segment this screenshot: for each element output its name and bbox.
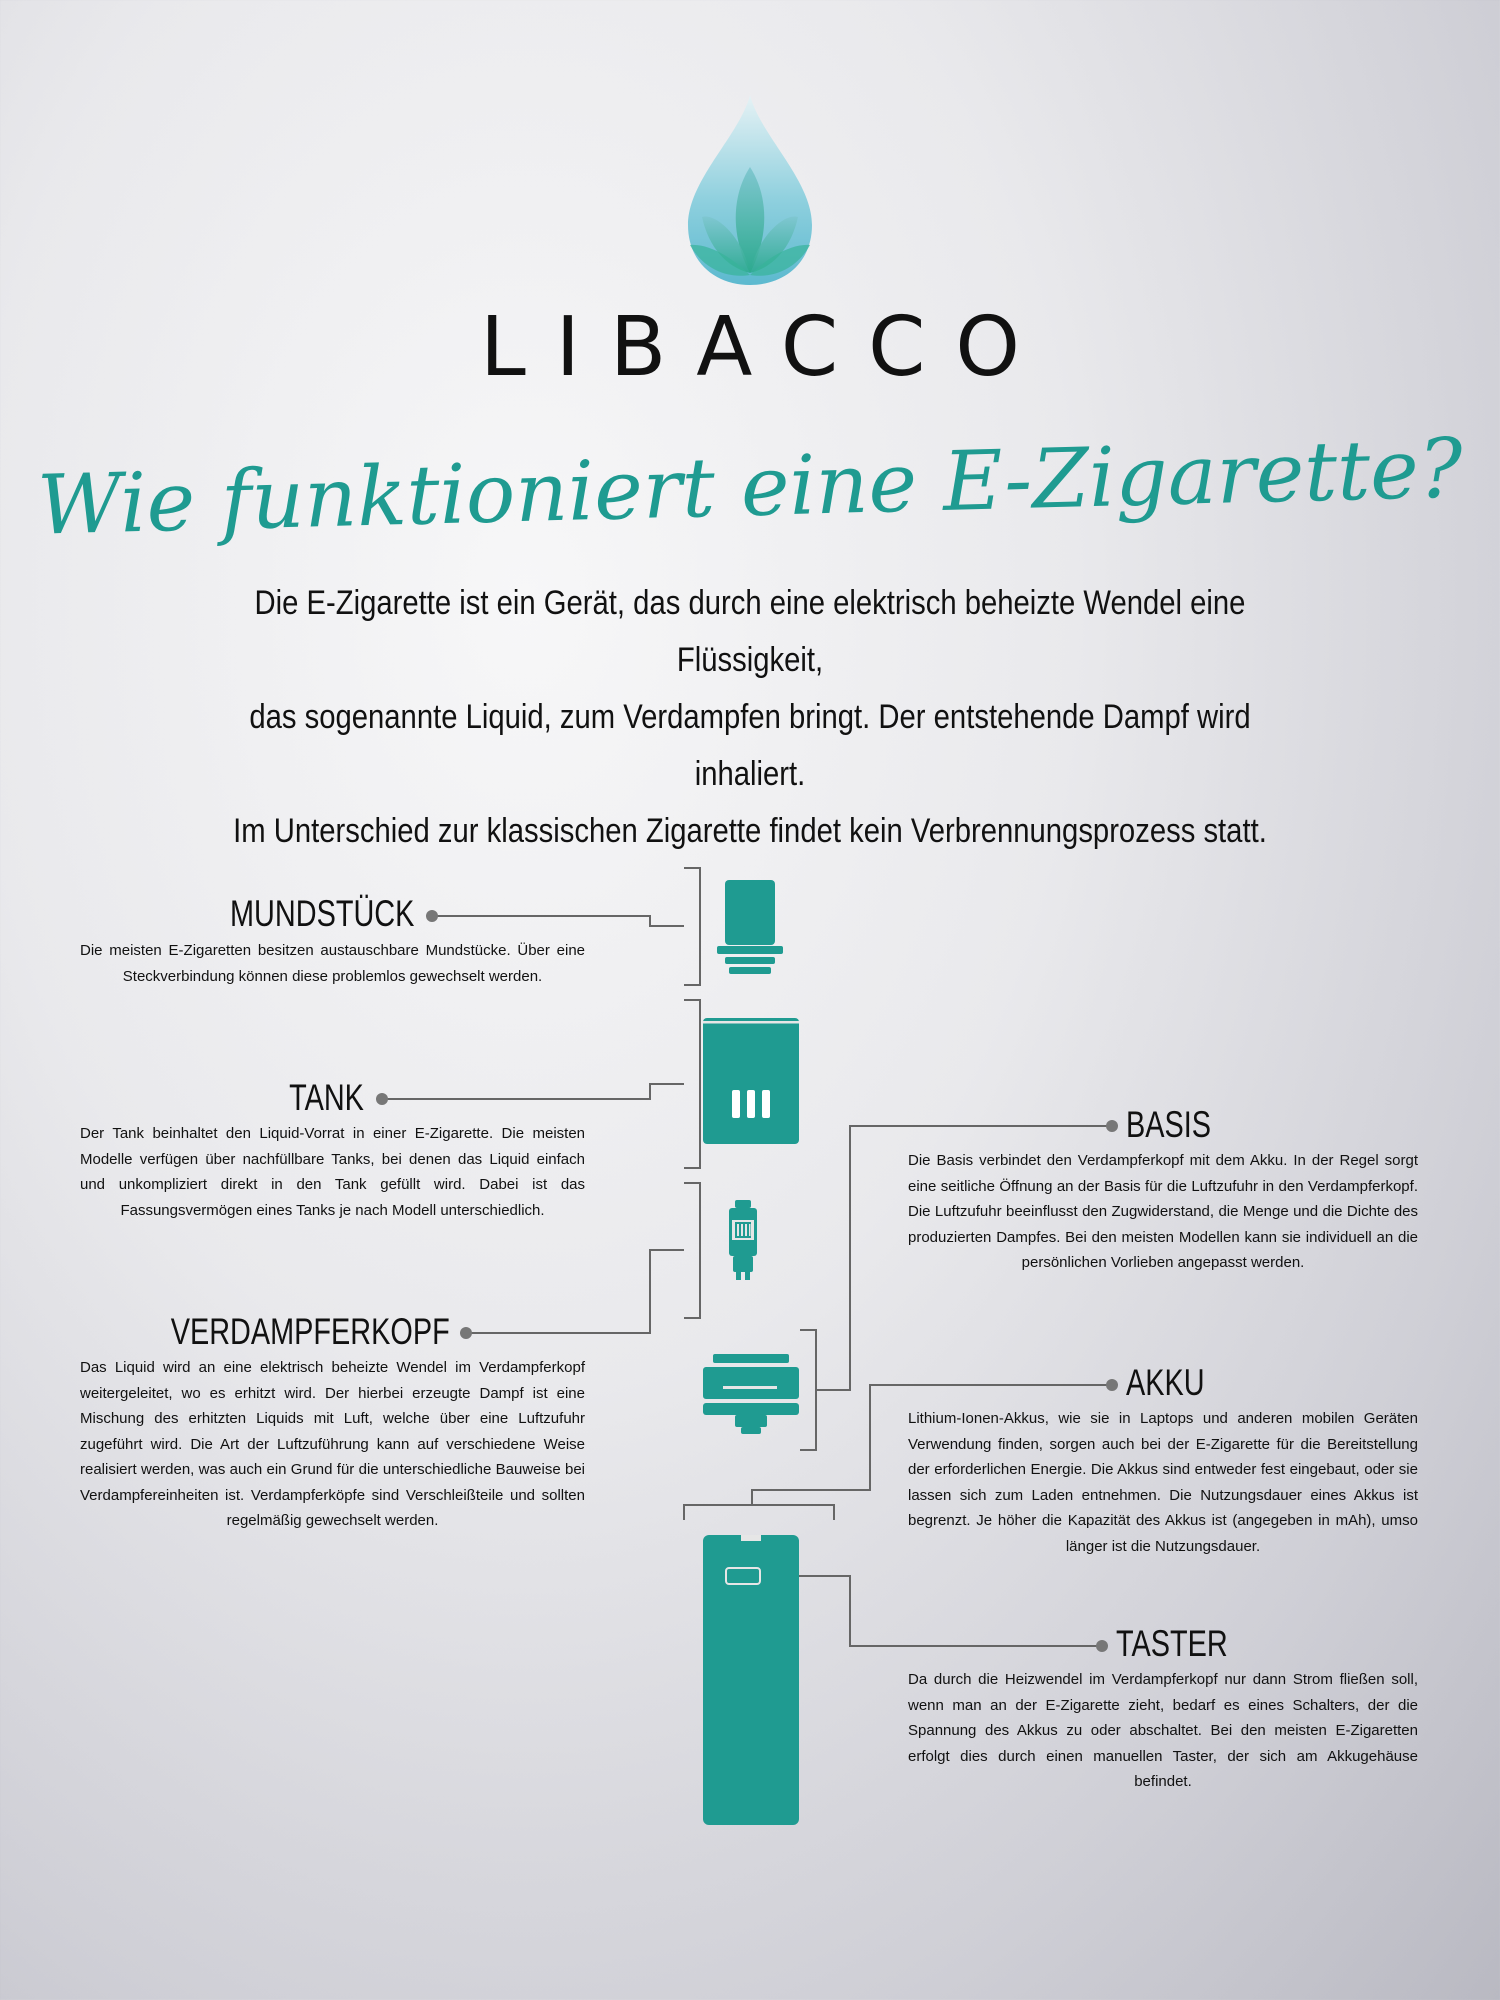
intro-line: das sogenannte Liquid, zum Verdampfen bringt. Der entstehende Dampf wird inhaliert. — [249, 698, 1251, 793]
bracket-basis — [800, 1330, 816, 1450]
bracket-verdampferkopf — [684, 1183, 700, 1318]
dot-basis — [1106, 1120, 1118, 1132]
label-akku-text: Lithium-Ionen-Akkus, wie sie in Laptops und anderen mobilen Geräten Verwendung finden, sorgen auch bei der E-Zigarette für die Bereitstellung der erforderlichen Energie. Die Akkus sind entweder fest eingebaut, oder sie lassen sich zum Laden entnehmen. Die Nutzungsdauer eines Akkus ist begrenzt. Je höher die Kapazität des Akkus ist (angegeben in mAh), umso länger ist die Nutzungsdauer. — [908, 1410, 1418, 1555]
tank-icon — [703, 1018, 799, 1144]
mouthpiece-icon — [717, 880, 783, 974]
label-basis-text: Die Basis verbindet den Verdampferkopf mit dem Akku. In der Regel sorgt eine seitliche Öffnung an der Basis für die Luftzufuhr in den Verdampferkopf. Die Luftzufuhr beeinflusst den Zugwiderstand, die Menge und die Dichte des produzierten Dampfes. Bei den meisten Modellen kann sie individuell an die persönlichen Vorlieben angepasst werden. — [908, 1152, 1418, 1271]
dot-akku — [1106, 1379, 1118, 1391]
label-basis-title: BASIS — [1126, 1104, 1212, 1145]
dot-tank — [376, 1093, 388, 1105]
label-verdampferkopf-text: Das Liquid wird an eine elektrisch beheizte Wendel im Verdampferkopf weitergeleitet, wo es erhitzt wird. Der hierbei erzeugte Dampf ist eine Mischung des erhitzten Liquids mit Luft, welche über eine Luftzufuhr zugeführt wird. Die Art der Luftzuführung kann auf verschiedene Weise realisiert werden, was auch ein Grund für die unterschiedliche Bauweise bei Verdampfereinheiten ist. Verdampferköpfe sind Verschleißteile und sollten regelmäßig gewechselt werden. — [80, 1359, 585, 1529]
brand-name: LIBACCO — [480, 300, 1050, 395]
label-akku-title: AKKU — [1126, 1362, 1205, 1403]
leader-taster — [760, 1576, 1102, 1646]
dot-mundstueck — [426, 910, 438, 922]
dot-verdampferkopf — [460, 1327, 472, 1339]
leader-verdampferkopf — [466, 1250, 684, 1333]
leader-mundstueck — [432, 916, 684, 926]
leader-tank — [382, 1084, 684, 1099]
base-icon — [703, 1354, 799, 1434]
label-verdampferkopf-title: VERDAMPFERKOPF — [170, 1311, 450, 1352]
atomizer-head-icon — [729, 1200, 757, 1280]
intro-line: Im Unterschied zur klassischen Zigarette findet kein Verbrennungsprozess statt. — [233, 812, 1267, 850]
page-title: Wie funktioniert eine E-Zigarette? — [36, 421, 1464, 554]
bracket-akku — [684, 1505, 834, 1520]
bracket-mundstueck — [684, 868, 700, 985]
label-taster-text: Da durch die Heizwendel im Verdampferkopf nur dann Strom fließen soll, wenn man an der E-Zigarette zieht, bedarf es eines Schalters, der die Spannung des Akkus zu oder abschaltet. Bei den meisten E-Zigaretten erfolgt dies durch einen manuellen Taster, der sich am Akkugehäuse befindet. — [908, 1671, 1418, 1790]
label-mundstueck-text: Die meisten E-Zigaretten besitzen austauschbare Mundstücke. Über eine Steckverbindung können diese problemlos gewechselt werden. — [80, 942, 585, 985]
label-tank-text: Der Tank beinhaltet den Liquid-Vorrat in einer E-Zigarette. Die meisten Modelle verfügen über nachfüllbare Tanks, bei denen das Liquid einfach und unkompliziert direkt in den Tank gefüllt wird. Dabei ist das Fassungsvermögen eines Tanks je nach Modell unterschiedlich. — [80, 1125, 585, 1219]
label-tank-title: TANK — [289, 1077, 364, 1118]
label-taster-title: TASTER — [1116, 1623, 1228, 1664]
dot-taster — [1096, 1640, 1108, 1652]
intro-line: Die E-Zigarette ist ein Gerät, das durch eine elektrisch beheizte Wendel eine Flüssigkeit, — [254, 584, 1246, 679]
battery-icon — [703, 1535, 799, 1825]
bracket-tank — [684, 1000, 700, 1168]
label-mundstueck-title: MUNDSTÜCK — [229, 893, 414, 934]
